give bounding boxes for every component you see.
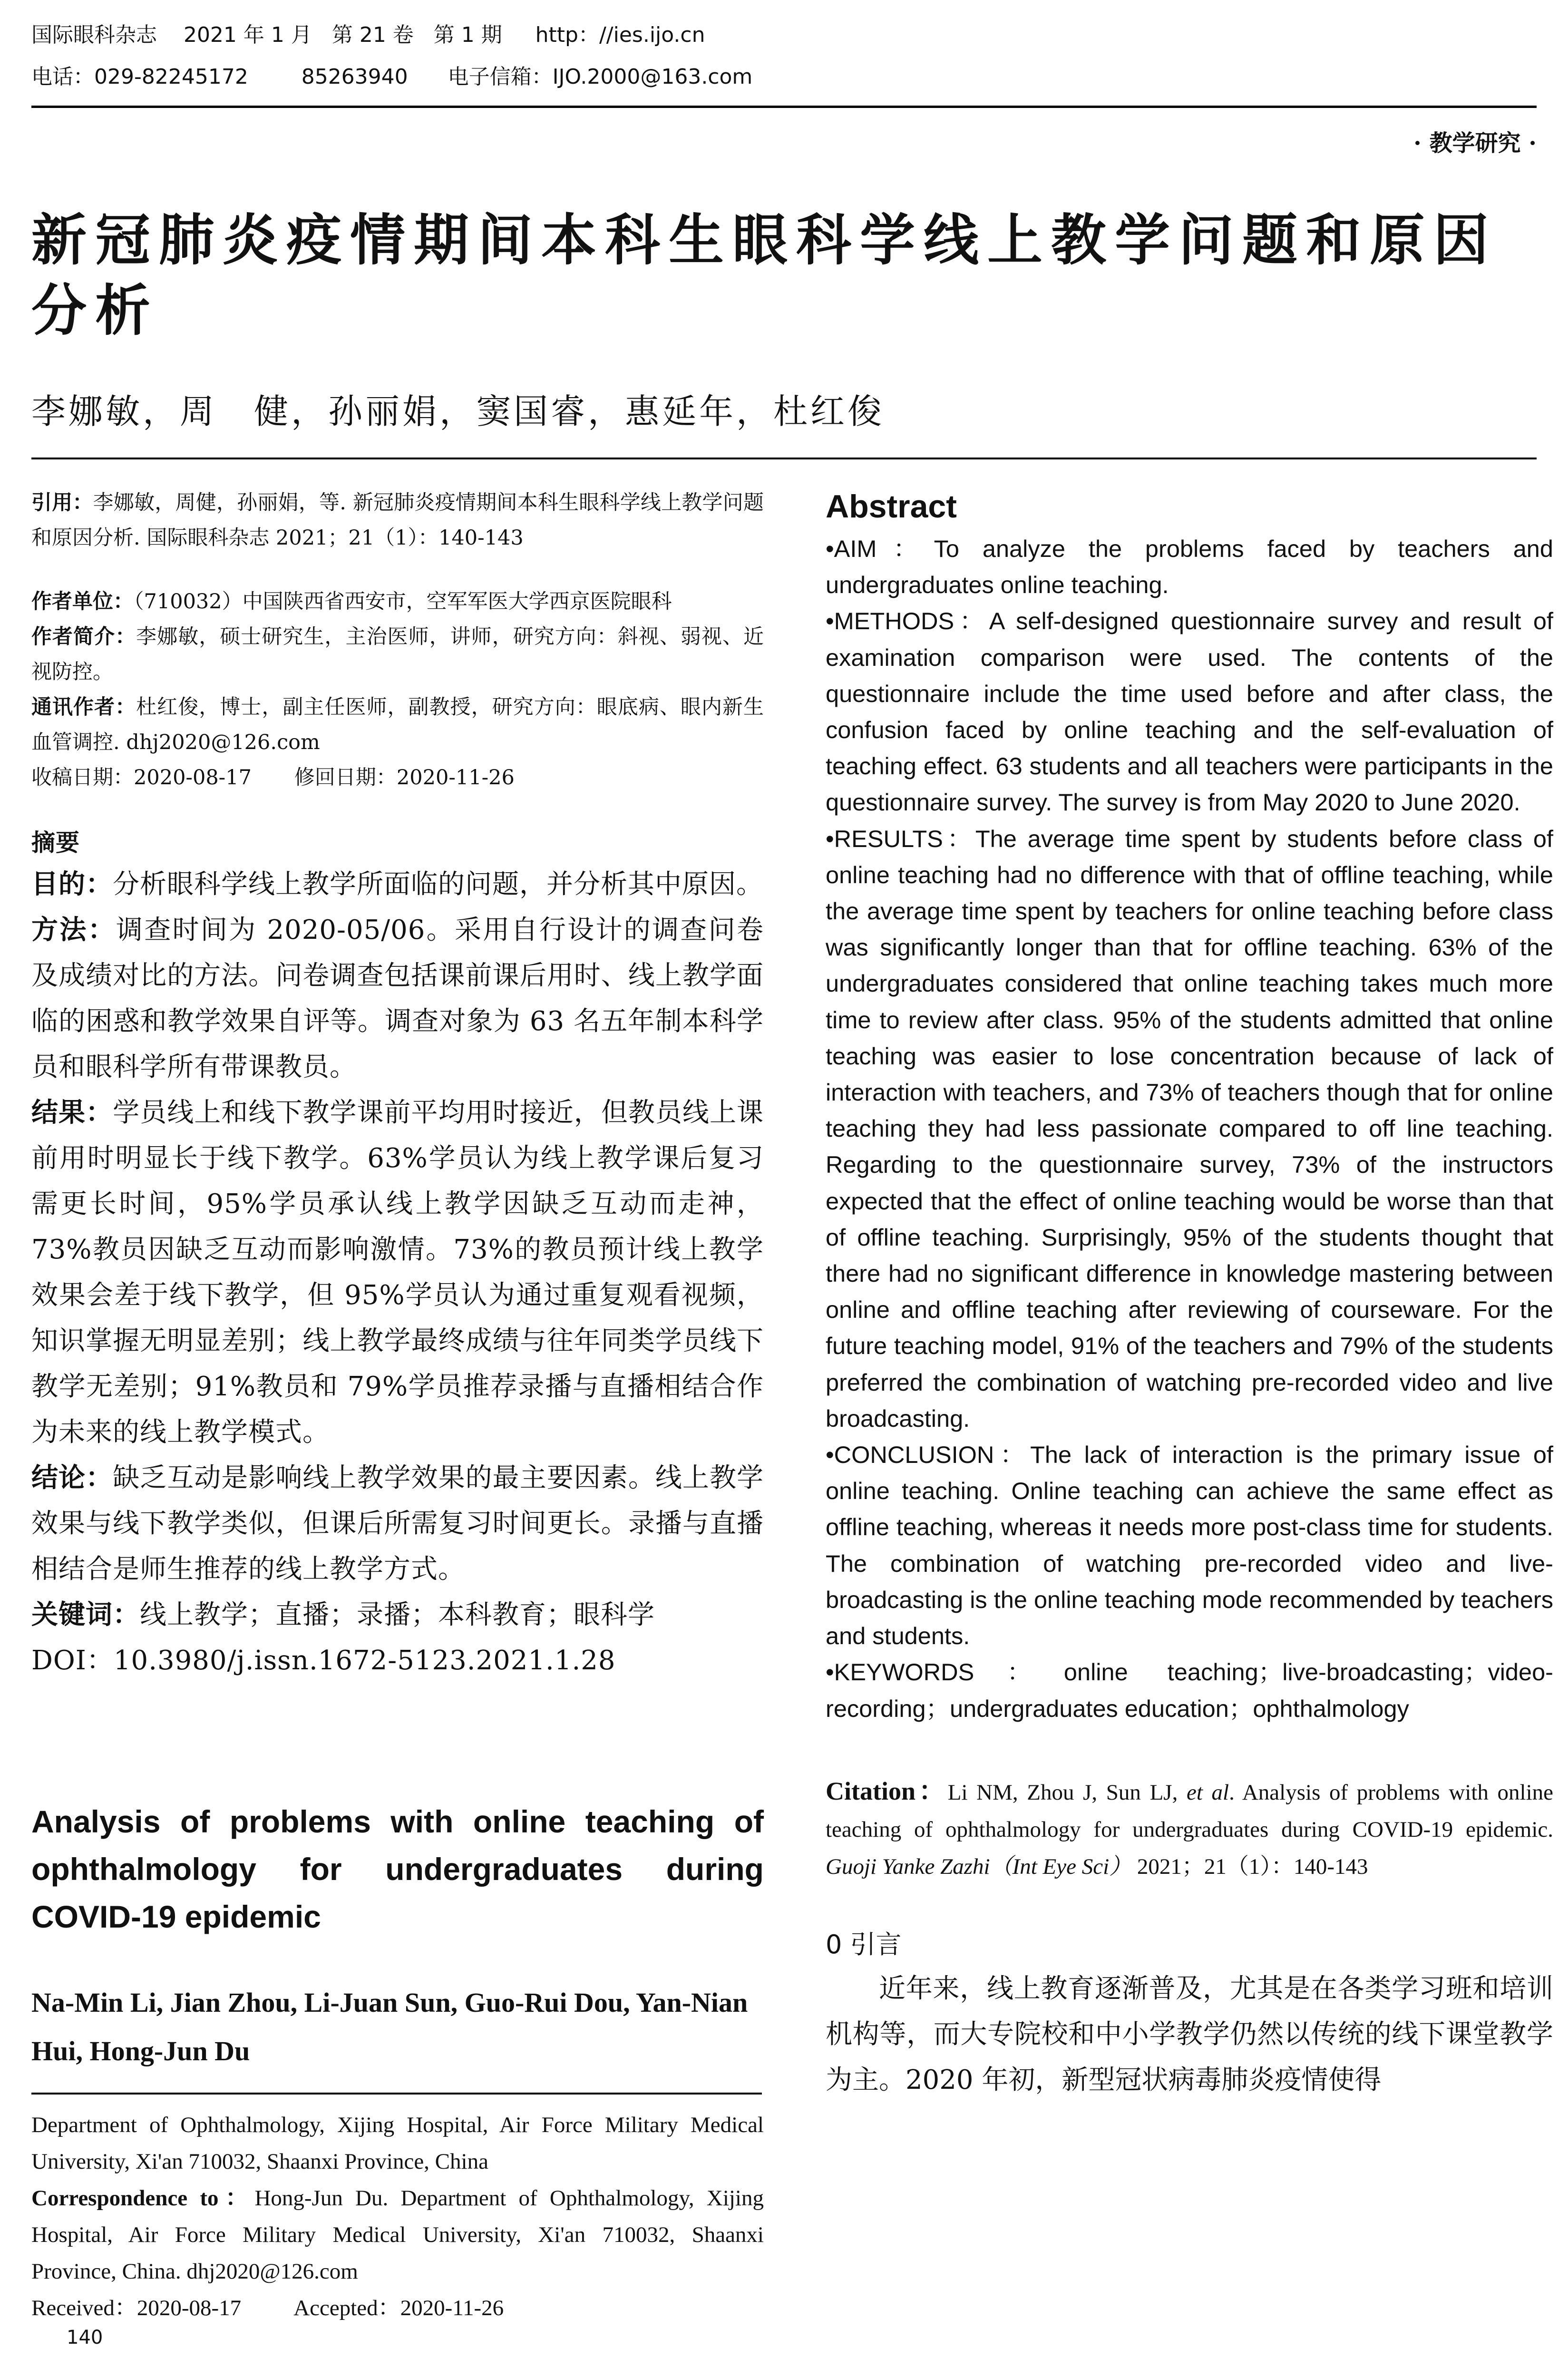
header-divider — [31, 106, 1537, 108]
abstract-en-aim — [826, 531, 1553, 603]
citation-cn — [31, 485, 764, 555]
journal-header-line: 国际眼科杂志 2021 年 1 月 第 21 卷 第 1 期 http：//ies.ijo.cn — [31, 23, 705, 47]
results-label: 结果： — [31, 1097, 113, 1128]
correspondence-label: Correspondence to： — [31, 2186, 255, 2211]
abstract-en-heading: Abstract — [826, 488, 957, 525]
revised-label: 修回日期： — [294, 766, 397, 789]
corresponding-text: 杜红俊，博士，副主任医师，副教授，研究方向：眼底病、眼内新生血管调控. dhj2020@126.com — [31, 695, 764, 754]
abstract-methods — [31, 907, 764, 1090]
journal-contact-line: 电话：029-82245172 85263940 电子信箱：IJO.2000@163.com — [31, 65, 753, 89]
conclusion-en-label: •CONCLUSION： — [826, 1441, 1031, 1469]
received-label: 收稿日期： — [31, 766, 134, 789]
aim-text: 分析眼科学线上教学所面临的问题，并分析其中原因。 — [113, 869, 763, 900]
citation-en-text2: . Analysis of problems with online teaching of ophthalmology for undergraduates during COVID-19 epidemic. — [826, 1780, 1554, 1842]
intro-heading: 0 引言 — [826, 1929, 902, 1959]
title-divider — [31, 458, 1537, 459]
citation-en-etal: et al — [1186, 1780, 1229, 1805]
abstract-results — [31, 1090, 764, 1455]
corresponding-author — [31, 690, 764, 760]
aim-en-text: To analyze the problems faced by teachers and undergraduates online teaching. — [826, 535, 1553, 599]
results-text: 学员线上和线下教学课前平均用时接近，但教员线上课前用时明显长于线下教学。63%学员认为线上教学课后复习需更长时间，95%学员承认线上教学因缺乏互动而走神，73%教员因缺乏互动而影响激情。73%的教员预计线上教学效果会差于线下教学，但 95%学员认为通过重复观看视频，知识掌握无明显差别；线上教学最终成绩与往年同类学员线下教学无差别；91%教员和 79%学员推荐录播与直播相结合作为未来的线上教学模式。 — [31, 1097, 764, 1448]
keywords-label: 关键词： — [31, 1599, 140, 1630]
conclusion-label: 结论： — [31, 1462, 113, 1493]
methods-text: 调查时间为 2020-05/06。采用自行设计的调查问卷及成绩对比的方法。问卷调查包括课前课后用时、线上教学面临的困惑和教学效果自评等。调查对象为 63 名五年制本科学员和眼科学所有带课教员。 — [31, 915, 764, 1082]
author-unit-text: （710032）中国陕西省西安市，空军军医大学西京医院眼科 — [134, 590, 672, 614]
author-bio-text: 李娜敏，硕士研究生，主治医师，讲师，研究方向：斜视、弱视、近视防控。 — [31, 625, 764, 684]
page-number: 140 — [67, 2327, 103, 2348]
author-list-cn: 李娜敏，周 健，孙丽娟，窦国睿，惠延年，杜红俊 — [31, 391, 885, 431]
citation-label: 引用： — [31, 491, 93, 515]
section-tag: · 教学研究 · — [1413, 130, 1537, 156]
methods-en-label: •METHODS： — [826, 607, 989, 635]
keywords-en-label: •KEYWORDS： — [826, 1658, 1064, 1686]
received-en: Received：2020-08-17 — [31, 2296, 242, 2320]
keywords-en-text: online teaching；live-broadcasting；video-recording；undergraduates education；ophthalmology — [826, 1658, 1554, 1722]
abstract-en-keywords — [826, 1654, 1553, 1726]
accepted-en: Accepted：2020-11-26 — [293, 2296, 504, 2320]
revised-date: 2020-11-26 — [396, 766, 515, 789]
doi: DOI：10.3980/j.issn.1672-5123.2021.1.28 — [31, 1645, 616, 1676]
affiliation-block — [31, 2107, 764, 2327]
abstract-en-methods — [826, 603, 1553, 820]
conclusion-en-text: The lack of interaction is the primary issue of online teaching. Online teaching can achieve the same effect as offline teaching, whereas it needs more post-class time for students. The combination of watching pre-recorded video and live-broadcasting is the online teaching mode recommended by teachers and students. — [826, 1441, 1554, 1650]
author-bio-label: 作者简介： — [31, 625, 136, 649]
intro-body: 近年来，线上教育逐渐普及，尤其是在各类学习班和培训机构等，而大专院校和中小学教学仍然以传统的线下课堂教学为主。2020 年初，新型冠状病毒肺炎疫情使得 — [826, 1973, 1553, 2095]
abstract-en-conclusion — [826, 1437, 1553, 1654]
affiliation-divider — [31, 2093, 762, 2094]
abstract-en-results — [826, 821, 1553, 1437]
right-column — [826, 485, 1553, 2103]
citation-en — [826, 1773, 1553, 1885]
correspondence-text: Hong-Jun Du. Department of Ophthalmology, Xijing Hospital, Air Force Military Medical University, Xi'an 710032, Shaanxi Province, China. dhj2020@126.com — [31, 2186, 764, 2284]
department: Department of Ophthalmology, Xijing Hospital, Air Force Military Medical University, Xi'an 710032, Shaanxi Province, China — [31, 2113, 764, 2174]
author-bio — [31, 619, 764, 690]
abstract-keywords — [31, 1592, 764, 1638]
corresponding-label: 通讯作者： — [31, 695, 136, 719]
author-unit — [31, 584, 764, 619]
aim-label: 目的： — [31, 869, 113, 900]
dates-cn — [31, 760, 764, 795]
received-accepted — [31, 2290, 764, 2327]
citation-en-journal: Guoji Yanke Zazhi（Int Eye Sci） — [826, 1854, 1132, 1879]
english-authors: Na-Min Li, Jian Zhou, Li-Juan Sun, Guo-Rui Dou, Yan-Nian Hui, Hong-Jun Du — [31, 1987, 748, 2066]
methods-en-text: A self-designed questionnaire survey and result of examination comparison were used. The contents of the questionnaire include the time used before and after class, the confusion faced by online teaching and the self-evaluation of teaching effect. 63 students and all teachers were participants in the questionnaire survey. The survey is from May 2020 to June 2020. — [826, 607, 1553, 816]
citation-text: 李娜敏，周健，孙丽娟，等. 新冠肺炎疫情期间本科生眼科学线上教学问题和原因分析. 国际眼科杂志 2021；21（1）：140-143 — [31, 491, 764, 550]
methods-label: 方法： — [31, 915, 116, 945]
results-en-text: The average time spent by students before class of online teaching had no difference with that of offline teaching, while the average time spent by teachers for online teaching before class was significantly longer than that for offline teaching. 63% of the undergraduates considered that online teaching takes much more time to review after class. 95% of the students admitted that online teaching was easier to lose concentration because of lack of interaction with teachers, and 73% of teachers though that for online teaching they had less passionate compared to off line teaching. Regarding to the questionnaire survey, 73% of the instructors expected that the effect of online teaching would be worse than that of offline teaching. Surprisingly, 95% of the students thought that there had no significant difference in knowledge mastering between online and offline teaching after reviewing of courseware. For the future teaching model, 91% of the teachers and 79% of the students preferred the combination of watching pre-recorded video and live broadcasting. — [826, 825, 1553, 1432]
keywords-text: 线上教学；直播；录播；本科教育；眼科学 — [140, 1599, 655, 1630]
received-date: 2020-08-17 — [134, 766, 252, 789]
english-title: Analysis of problems with online teaching of ophthalmology for undergraduates during COVID-19 epidemic — [31, 1804, 764, 1934]
abstract-conclusion — [31, 1455, 764, 1592]
results-en-label: •RESULTS： — [826, 825, 975, 852]
conclusion-text: 缺乏互动是影响线上教学效果的最主要因素。线上教学效果与线下教学类似，但课后所需复习时间更长。录播与直播相结合是师生推荐的线上教学方式。 — [31, 1462, 764, 1585]
article-title: 新冠肺炎疫情期间本科生眼科学线上教学问题和原因分析 — [31, 208, 1497, 343]
abstract-cn-heading: 摘要 — [31, 829, 80, 857]
citation-en-text3: 2021；21（1）：140-143 — [1131, 1854, 1368, 1879]
abstract-aim — [31, 862, 764, 907]
citation-en-label: Citation： — [826, 1776, 948, 1805]
abstract-cn — [31, 824, 764, 1684]
correspondence — [31, 2180, 764, 2290]
author-unit-label: 作者单位： — [31, 590, 134, 614]
left-column — [31, 485, 764, 1684]
citation-en-text1: Li NM, Zhou J, Sun LJ, — [947, 1780, 1187, 1805]
aim-en-label: •AIM： — [826, 535, 934, 562]
